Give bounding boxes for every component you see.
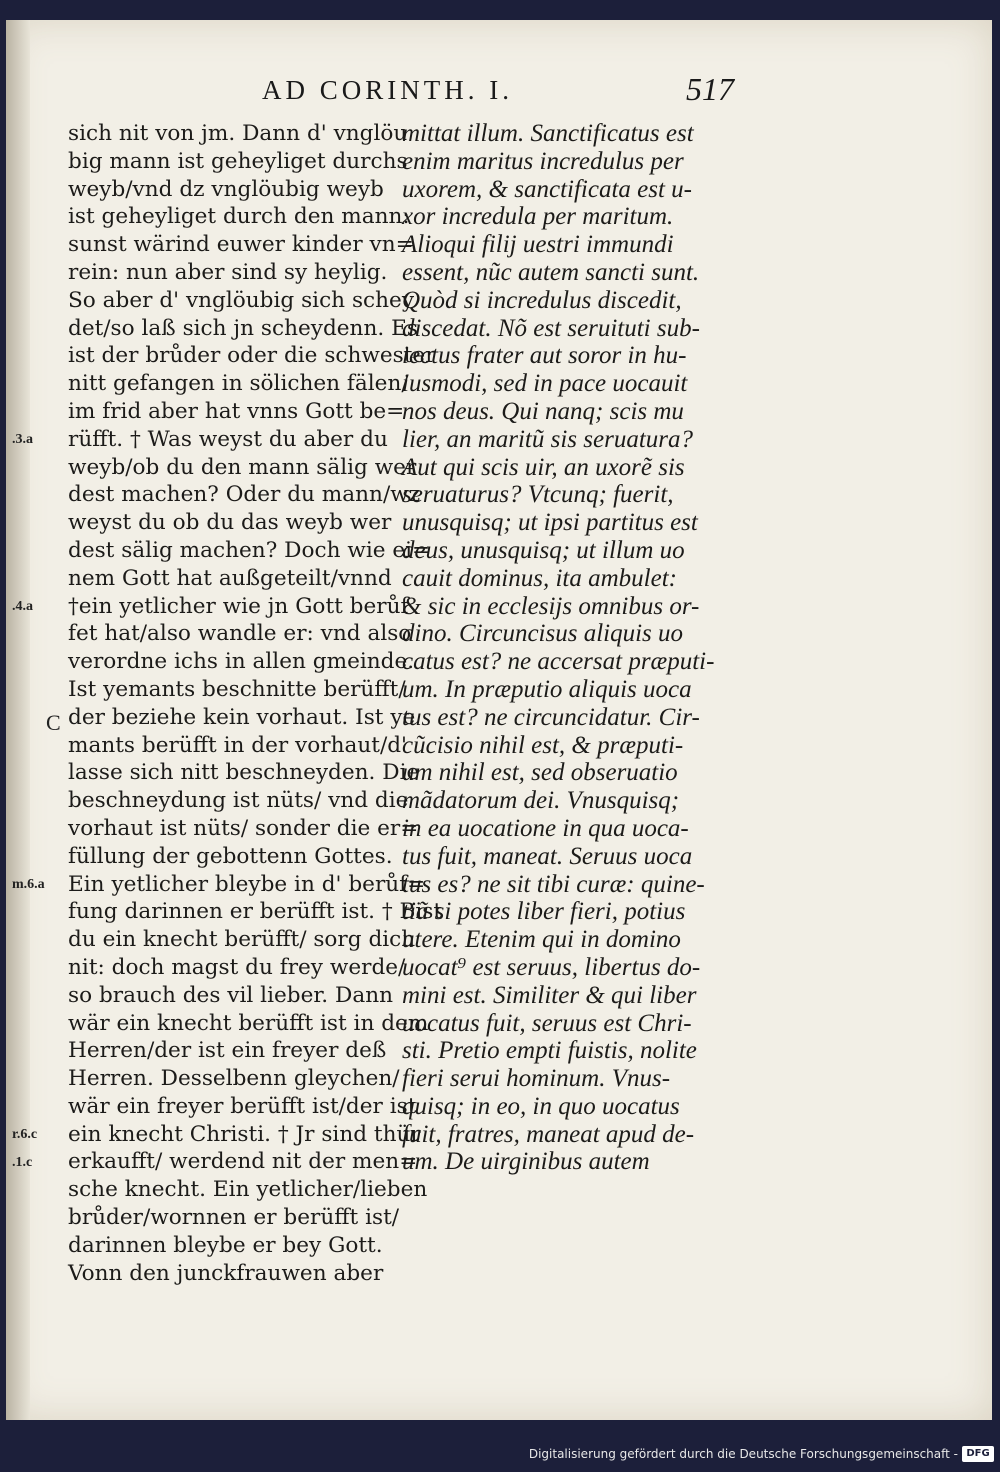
latin-text-line: mãdatorum dei. Vnusquisq;	[402, 787, 680, 815]
german-text-line: weyb/vnd dz vnglöubig weyb	[68, 176, 384, 202]
latin-text-line: enim maritus incredulus per	[402, 147, 684, 175]
latin-text-line: cũcisio nihil est, & præputi-	[402, 731, 684, 759]
latin-text-line: xor incredula per maritum.	[402, 203, 674, 231]
german-text-line: nit: doch magst du frey werde/	[68, 954, 406, 980]
latin-text-line: uxorem, & sanctificata est u-	[402, 175, 692, 203]
latin-text-line: lier, an maritũ sis seruatura?	[402, 425, 694, 453]
latin-text-line: Aut qui scis uir, an uxorẽ sis	[402, 453, 685, 481]
funding-notice: Digitalisierung gefördert durch die Deutsche Forschungsgemeinschaft -	[528, 1447, 958, 1461]
german-text-line: ein knecht Christi. † Jr sind thür	[68, 1121, 421, 1147]
german-text-line: sich nit von jm. Dann d' vnglöu	[68, 121, 408, 146]
latin-text-line: iectus frater aut soror in hu-	[402, 342, 687, 370]
running-title: AD CORINTH. I.	[262, 75, 513, 105]
german-text-line: so brauch des vil lieber. Dann	[68, 982, 394, 1008]
latin-text-line: tus fuit, maneat. Seruus uoca	[402, 842, 693, 870]
german-text-column	[68, 120, 443, 1287]
latin-text-line: um nihil est, sed obseruatio	[402, 759, 678, 787]
german-text-line: fet hat/also wandle er: vnd also	[68, 621, 412, 647]
latin-text-line: nos deus. Qui nanq; scis mu	[402, 397, 684, 425]
german-text-line: sche knecht. Ein yetlicher/lieben	[68, 1177, 428, 1203]
german-text-line: †ein yetlicher wie jn Gott berůf	[68, 593, 409, 619]
german-text-line: vorhaut ist nüts/ sonder die er=	[68, 815, 419, 841]
latin-text-line: dino. Circuncisus aliquis uo	[402, 620, 684, 648]
german-text-line: weyb/ob du den mann sälig wer	[68, 454, 417, 480]
marginal-note: .1.c	[12, 1154, 33, 1170]
page-gutter	[6, 20, 33, 1420]
marginal-note: C	[46, 709, 61, 735]
page-number: 517	[686, 71, 734, 107]
dfg-logo: DFG	[962, 1446, 994, 1462]
german-text-line: wär ein knecht berüfft ist in dem	[68, 1010, 429, 1036]
latin-text-line: unusquisq; ut ipsi partitus est	[402, 509, 698, 537]
german-text-line: det/so laß sich jn scheydenn. Es	[68, 315, 418, 341]
latin-text-line: quisq; in eo, in quo uocatus	[402, 1092, 680, 1120]
latin-text-line: sti. Pretio empti fuistis, nolite	[402, 1037, 697, 1065]
german-text-line: im frid aber hat vnns Gott be=	[68, 398, 405, 424]
marginal-note: r.6.c	[12, 1126, 38, 1142]
book-page	[6, 20, 992, 1420]
latin-text-line: mini est. Similiter & qui liber	[402, 981, 697, 1009]
latin-text-line: tus es? ne sit tibi curæ: quine-	[402, 870, 705, 898]
german-text-line: füllung der gebottenn Gottes.	[68, 843, 393, 869]
latin-text-line: essent, nũc autem sancti sunt.	[402, 258, 700, 286]
latin-text-line: uocatus fuit, seruus est Chri-	[402, 1009, 692, 1037]
german-text-line: ist geheyliget durch den mann:	[68, 204, 410, 230]
latin-text-line: um. De uirginibus autem	[402, 1148, 650, 1176]
page-header	[6, 71, 992, 115]
german-text-line: nitt gefangen in sölichen fälen/	[68, 371, 409, 397]
latin-text-line: uocat⁹ est seruus, libertus do-	[402, 953, 701, 981]
latin-text-line: fuit, fratres, maneat apud de-	[402, 1120, 695, 1148]
latin-text-line: mittat illum. Sanctificatus est	[402, 120, 694, 147]
german-text-line: fung darinnen er berüfft ist. † Bist	[68, 899, 443, 925]
german-text-line: dest sälig machen? Doch wie ei=	[68, 537, 431, 563]
latin-text-line: Alioqui filij uestri immundi	[402, 231, 674, 259]
latin-text-line: tus est? ne circuncidatur. Cir-	[402, 703, 700, 731]
latin-text-line: discedat. Nõ est seruituti sub-	[402, 314, 700, 342]
german-text-line: Vonn den junckfrauwen aber	[68, 1260, 384, 1286]
german-text-line: wär ein freyer berüfft ist/der ist	[68, 1093, 417, 1119]
german-text-line: nem Gott hat außgeteilt/vnnd	[68, 565, 392, 591]
latin-text-line: catus est? ne accersat præputi-	[402, 648, 715, 676]
latin-text-line: in ea uocatione in qua uoca-	[402, 814, 689, 842]
german-text-line: brůder/wornnen er berüfft ist/	[68, 1205, 400, 1231]
german-text-line: beschneydung ist nüts/ vnd die	[68, 788, 409, 814]
german-text-line: Ein yetlicher bleybe in d' berůf=	[68, 871, 426, 897]
footer-bar	[0, 1440, 1000, 1472]
latin-text-line: Quòd si incredulus discedit,	[402, 286, 682, 314]
latin-text-line: cauit dominus, ita ambulet:	[402, 564, 677, 592]
german-text-line: rüfft. † Was weyst du aber du	[68, 426, 388, 452]
german-text-line: ist der brůder oder die schwester	[68, 343, 436, 369]
german-text-line: Herren/der ist ein freyer deß	[68, 1038, 387, 1064]
german-text-line: darinnen bleybe er bey Gott.	[68, 1232, 383, 1258]
german-text-line: erkaufft/ werdend nit der men=	[68, 1149, 418, 1175]
german-text-line: lasse sich nitt beschneyden. Die	[68, 760, 420, 786]
latin-text-line: um. In præputio aliquis uoca	[402, 675, 692, 703]
latin-text-line: & sic in ecclesijs omnibus or-	[402, 592, 700, 620]
german-text-line: verordne ichs in allen gmeinde.	[68, 649, 415, 675]
latin-text-line: fieri serui hominum. Vnus-	[402, 1065, 671, 1093]
latin-text-line: deus, unusquisq; ut illum uo	[402, 536, 685, 564]
marginal-note: m.6.a	[12, 876, 45, 892]
german-text-line: mants berüfft in der vorhaut/d'	[68, 732, 407, 758]
german-text-line: big mann ist geheyliget durchs	[68, 148, 408, 174]
german-text-line: der beziehe kein vorhaut. Ist ye	[68, 704, 416, 730]
marginal-note: .4.a	[12, 598, 33, 614]
latin-text-line: iusmodi, sed in pace uocauit	[402, 370, 688, 398]
latin-text-line: seruaturus? Vtcunq; fuerit,	[402, 481, 674, 509]
german-text-line: Ist yemants beschnitte berüfft/	[68, 676, 406, 702]
latin-text-line: tiã si potes liber fieri, potius	[402, 898, 686, 926]
german-text-line: rein: nun aber sind sy heylig.	[68, 259, 388, 285]
german-text-line: weyst du ob du das weyb wer	[68, 510, 392, 536]
marginal-note: .3.a	[12, 431, 33, 447]
latin-text-column	[402, 120, 732, 1176]
german-text-line: dest machen? Oder du mann/wz	[68, 482, 421, 508]
latin-text-line: utere. Etenim qui in domino	[402, 926, 681, 954]
german-text-line: Herren. Desselbenn gleychen/	[68, 1066, 400, 1092]
german-text-line: So aber d' vnglöubig sich schey	[68, 287, 415, 313]
german-text-line: du ein knecht berüfft/ sorg dich	[68, 927, 416, 953]
german-text-line: sunst wärind euwer kinder vn=	[68, 232, 414, 258]
